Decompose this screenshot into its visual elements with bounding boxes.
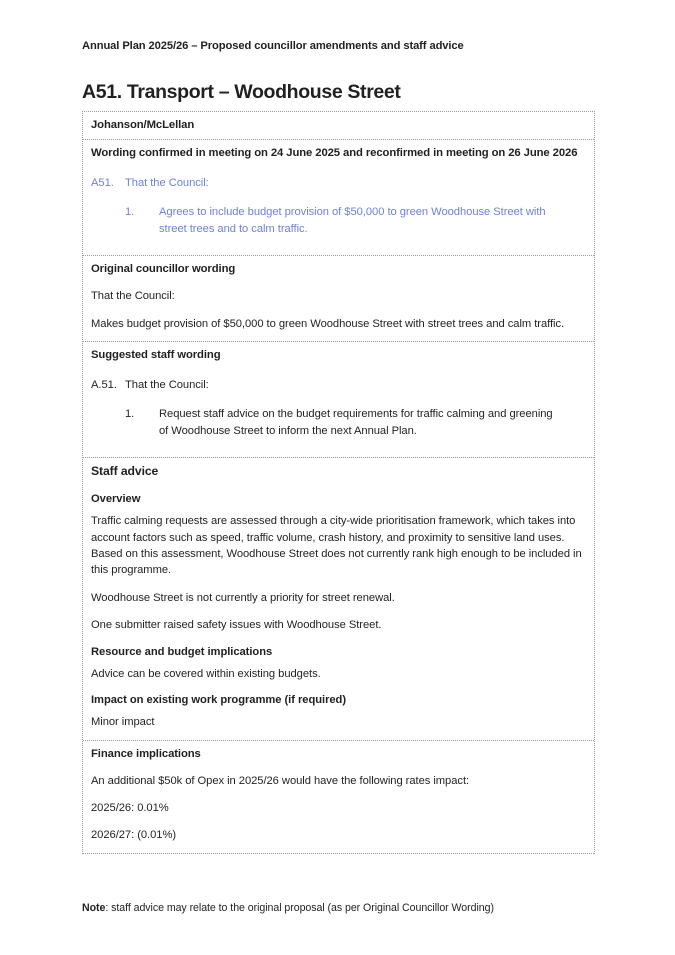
suggested-clause-lead — [91, 377, 586, 393]
table-row-original-wording — [83, 256, 594, 342]
document-header: Annual Plan 2025/26 – Proposed councillor amendments and staff advice — [82, 40, 464, 52]
overview-paragraph: Traffic calming requests are assessed through a city-wide prioritisation framework, which takes into account factors such as speed, traffic volume, crash history, and proximity to sensitive land uses. Based on this assessment, Woodhouse Street does not currently rank high enough to be included in this programme. — [91, 515, 582, 577]
suggested-list-item-number: 1. — [125, 408, 135, 421]
suggested-clause-number: A.51. — [91, 379, 117, 392]
confirmed-spacer — [91, 237, 586, 246]
suggested-wording-heading: Suggested staff wording — [91, 349, 221, 362]
work-programme-impact-text: Minor impact — [91, 716, 155, 729]
finance-intro: An additional $50k of Opex in 2025/26 would have the following rates impact: — [91, 774, 470, 787]
confirmed-clause-number: A51. — [91, 177, 114, 189]
finance-implications-heading: Finance implications — [91, 747, 201, 760]
movers-heading: Johanson/McLellan — [91, 119, 195, 131]
overview-heading: Overview — [91, 493, 141, 506]
confirmed-list-item-number: 1. — [125, 206, 135, 219]
overview-paragraph: One submitter raised safety issues with Woodhouse Street. — [91, 619, 382, 632]
footnote-text: : staff advice may relate to the original proposal (as per Original Councillor Wording) — [105, 902, 494, 914]
amendment-table — [82, 111, 595, 854]
suggested-list-item — [91, 406, 586, 439]
work-programme-impact-heading: Impact on existing work programme (if required) — [91, 694, 347, 707]
confirmed-list-item-text: Agrees to include budget provision of $50,000 to green Woodhouse Street with street trees and to calm traffic. — [159, 206, 546, 235]
table-row-suggested-wording — [83, 342, 594, 458]
suggested-spacer — [91, 439, 586, 448]
suggested-clause-text: That the Council: — [125, 379, 209, 392]
finance-line: 2026/27: (0.01%) — [91, 829, 177, 842]
original-wording-body: Makes budget provision of $50,000 to green Woodhouse Street with street trees and calm traffic. — [91, 317, 565, 330]
page-title: A51. Transport – Woodhouse Street — [82, 81, 401, 103]
resource-implications-heading: Resource and budget implications — [91, 645, 273, 658]
confirmed-clause-text: That the Council: — [125, 177, 209, 189]
overview-paragraph: Woodhouse Street is not currently a priority for street renewal. — [91, 591, 395, 604]
table-row-staff-advice — [83, 458, 594, 740]
table-row-confirmed-wording — [83, 140, 594, 256]
footnote — [82, 902, 602, 914]
confirmed-list-item — [91, 204, 586, 237]
suggested-list-item-text: Request staff advice on the budget requirements for traffic calming and greening of Woodhouse Street to inform the next Annual Plan. — [159, 408, 553, 437]
confirmed-wording-heading: Wording confirmed in meeting on 24 June 2025 and reconfirmed in meeting on 26 June 2026 — [91, 147, 578, 159]
original-wording-lead: That the Council: — [91, 290, 175, 303]
resource-implications-text: Advice can be covered within existing budgets. — [91, 667, 321, 680]
table-row-finance-implications — [83, 741, 594, 854]
finance-line: 2025/26: 0.01% — [91, 801, 169, 814]
footnote-label: Note — [82, 902, 106, 914]
original-wording-heading: Original councillor wording — [91, 263, 236, 276]
confirmed-clause-lead — [91, 175, 586, 191]
staff-advice-heading: Staff advice — [91, 464, 159, 479]
table-row-movers — [83, 112, 594, 140]
